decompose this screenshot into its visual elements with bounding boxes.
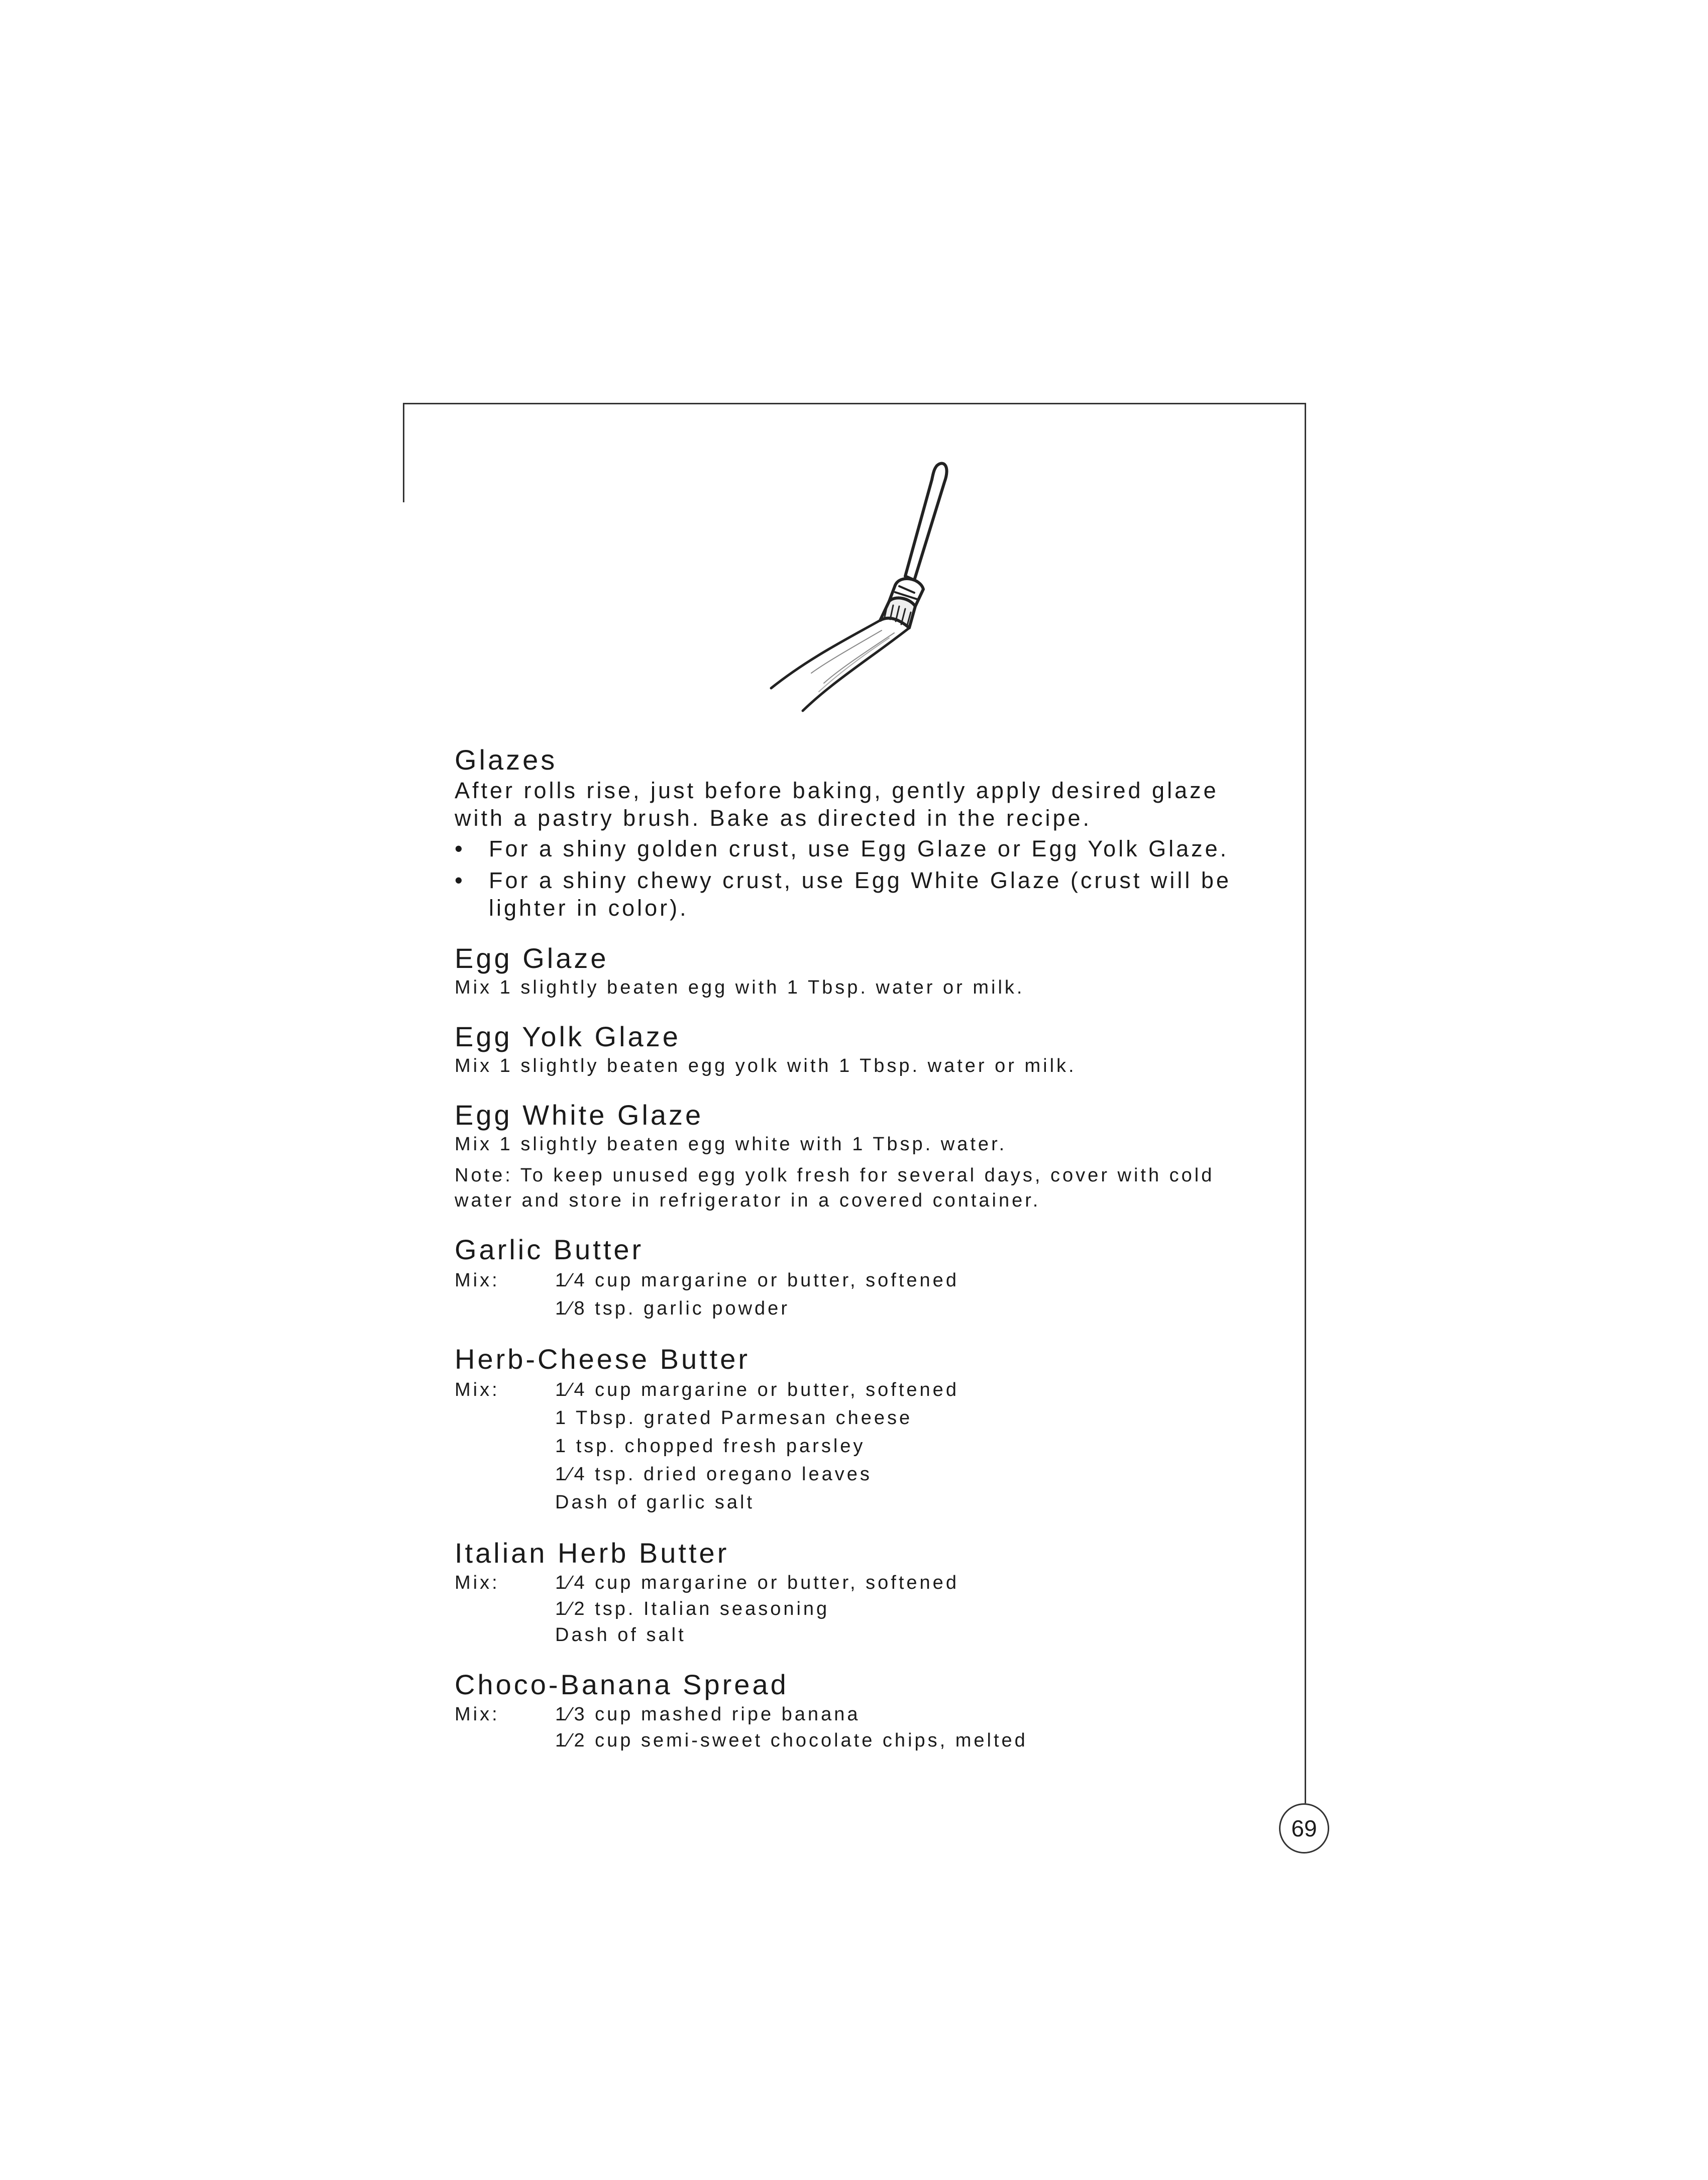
choco-banana-spread-section xyxy=(455,1668,1253,1754)
egg-white-glaze-section xyxy=(455,1099,1253,1213)
ingredient-item: 1⁄8 tsp. garlic powder xyxy=(555,1298,790,1319)
section-title: Choco-Banana Spread xyxy=(455,1669,789,1700)
ingredient-item: 1⁄4 tsp. dried oregano leaves xyxy=(555,1464,872,1485)
ingredient-item: 1⁄4 cup margarine or butter, softened xyxy=(555,1379,959,1400)
mix-label: Mix: xyxy=(455,1572,500,1593)
list-item: • For a shiny chewy crust, use Egg White Glaze (crust will be lighter in color). xyxy=(455,867,1231,921)
section-text: Mix 1 slightly beaten egg with 1 Tbsp. water or milk. xyxy=(455,977,1025,998)
ingredient-item: 1⁄2 tsp. Italian seasoning xyxy=(555,1598,830,1619)
ingredient-item: Dash of salt xyxy=(555,1624,686,1646)
section-text: Mix 1 slightly beaten egg yolk with 1 Tbsp. water or milk. xyxy=(455,1055,1077,1076)
page-number: 69 xyxy=(1279,1803,1329,1854)
ingredient-list xyxy=(455,1701,1253,1754)
egg-glaze-section xyxy=(455,942,1253,1000)
ingredient-list xyxy=(455,1266,1253,1323)
ingredient-item: 1⁄2 cup semi-sweet chocolate chips, melted xyxy=(555,1730,1028,1751)
section-text: Mix 1 slightly beaten egg white with 1 Tbsp. water. xyxy=(455,1134,1007,1155)
egg-yolk-glaze-section xyxy=(455,1020,1253,1078)
section-title: Glazes xyxy=(455,744,558,776)
section-title: Herb-Cheese Butter xyxy=(455,1343,751,1375)
section-title: Egg Yolk Glaze xyxy=(455,1021,681,1052)
ingredient-item: 1 Tbsp. grated Parmesan cheese xyxy=(555,1407,913,1429)
glazes-bullets xyxy=(455,835,1253,922)
storage-note: Note: To keep unused egg yolk fresh for several days, cover with cold water and store in refrigerator in a covered container. xyxy=(455,1165,1215,1211)
herb-cheese-butter-section xyxy=(455,1343,1253,1516)
frame-right-line xyxy=(1305,403,1306,1803)
frame-top-line xyxy=(403,403,1306,404)
ingredient-item: 1⁄4 cup margarine or butter, softened xyxy=(555,1270,959,1291)
frame-left-line xyxy=(403,403,404,502)
section-title: Egg White Glaze xyxy=(455,1099,704,1131)
ingredient-item: 1 tsp. chopped fresh parsley xyxy=(555,1436,866,1457)
recipe-content xyxy=(455,743,1253,1754)
bullet-icon: • xyxy=(455,836,465,861)
list-item: • For a shiny golden crust, use Egg Glaze or Egg Yolk Glaze. xyxy=(455,836,1229,861)
bullet-icon: • xyxy=(455,867,465,893)
pastry-brush-icon xyxy=(764,460,965,716)
mix-label: Mix: xyxy=(455,1704,500,1725)
section-title: Egg Glaze xyxy=(455,942,609,974)
ingredient-item: Dash of garlic salt xyxy=(555,1492,755,1513)
italian-herb-butter-section xyxy=(455,1537,1253,1648)
section-title: Italian Herb Butter xyxy=(455,1537,729,1569)
mix-label: Mix: xyxy=(455,1379,500,1400)
ingredient-list xyxy=(455,1570,1253,1648)
ingredient-item: 1⁄3 cup mashed ripe banana xyxy=(555,1704,861,1725)
glazes-intro: After rolls rise, just before baking, gently apply desired glaze with a pastry brush. Bake as directed in the recipe. xyxy=(455,778,1219,831)
mix-label: Mix: xyxy=(455,1270,500,1291)
section-title: Garlic Butter xyxy=(455,1234,644,1265)
garlic-butter-section xyxy=(455,1233,1253,1323)
glazes-section xyxy=(455,743,1253,922)
ingredient-list xyxy=(455,1376,1253,1516)
ingredient-item: 1⁄4 cup margarine or butter, softened xyxy=(555,1572,959,1593)
